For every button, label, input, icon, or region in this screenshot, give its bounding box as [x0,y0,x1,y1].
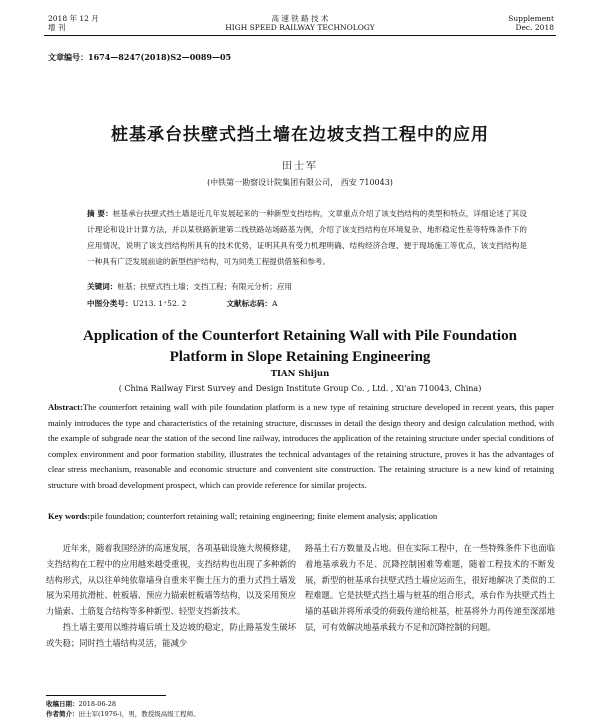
body-left-column [46,541,296,652]
body-paragraph: 路基土石方数量及占地。但在实际工程中，在一些特殊条件下也面临着地基承载力不足、沉降控制困难等难题，随着工程技术的不断发展，新型的桩基承台扶壁式挡土墙应运而生，很好地解决了类似的工程难题。它是扶壁式挡土墙与桩基的组合形式，承台作为扶壁式挡土墙的基础并将所承受的荷载传递给桩基，桩基将外力再传递至深部地层，可有效解决地基承载力不足和沉降控制的问题。 [305,543,555,632]
en-affiliation: ( China Railway First Survey and Design Institute Group Co. , Ltd. , Xi'an 710043, China) [118,384,482,393]
footnote-author [46,709,200,718]
article-number: 文章编号：1674—8247(2018)S2—0089—05 [48,52,232,62]
header-date-en: Dec. 2018 [515,23,554,32]
doc-code-value: A [272,299,278,308]
en-abstract [48,400,554,493]
en-keywords-text: pile foundation; counterfort retaining wall; retaining engineering; finite element analysis; application [90,511,438,521]
header-supplement: Supplement [508,14,554,23]
doc-code-label: 文献标志码： [226,299,273,308]
author-info-label: 作者简介： [46,710,79,718]
received-date: 2018-06-28 [78,700,116,708]
header-rule [44,35,556,36]
en-abstract-text: The counterfort retaining wall with pile foundation platform is a new type of retaining structure developed in recent years, this paper mainly introduces the type and characteristics of the retaining structure, discusses in detail the design theory and design calculation method, with the example of subgrade near the station of the second line railway, introduces the application of the retaining structure under special conditions of complex environment and poor formation stability, illustrates the technical advantages of the retaining structure, proves it has the advantages of clear stress mechanism, reasonable and economic structure and convenient site construction. The retaining structure is a new kind of retaining structure with broad development prospect, which can provide reference for similar projects. [48,402,554,490]
footnote-received [46,699,116,708]
en-keywords [48,511,554,521]
cn-keywords-text: 桩基；扶壁式挡土墙；支挡工程；有限元分析；应用 [117,282,293,291]
received-label: 收稿日期： [46,700,79,708]
en-author: TIAN Shijun [270,369,330,379]
clc-label: 中图分类号： [87,299,133,308]
cn-abstract-text: 桩基承台扶壁式挡土墙是近几年发展起来的一种新型支挡结构，文章重点介绍了该支挡结构的类型和特点，详细论述了其设计理论和设计计算方法，并以某铁路新建第二线铁路站场路基为例，介绍了该支挡结构在环境复杂、地形稳定性差等特殊条件下的应用情况，说明了该支挡结构所具有的技术优势，证明其具有受力机理明确、结构经济合理、便于现场施工等优点，该支挡结构是一种具有广泛发展前途的新型挡护结构，可为同类工程提供借鉴和参考。 [87,209,527,266]
header-date: 2018 年 12 月 [48,14,99,23]
body-paragraph: 近年来，随着我国经济的高速发展，各项基础设施大规模修建，支挡结构在工程中的应用越来越受重视，支挡结构也出现了多种新的结构形式，从以往单纯依靠墙身自重来平衡土压力的重力式挡土墙发展为采用抗滑桩、桩板墙、预应力锚索桩板墙等结构，以及采用预应力锚索、土筋复合结构等多种新型、轻型支挡新技术。 [46,543,296,617]
en-abstract-label: Abstract: [48,402,83,412]
header-right [508,14,554,32]
cn-author: 田士军 [282,161,318,172]
author-info: 田士军(1976-)，男，教授级高级工程师。 [78,710,200,718]
body-right-column [305,541,555,636]
header-issue: 增 刊 [48,23,66,32]
cn-abstract [87,206,527,270]
body-paragraph: 挡土墙主要用以维持墙后填土及边坡的稳定，防止路基发生破坏或失稳；同时挡土墙结构灵活，能减少 [46,621,296,648]
en-title [30,326,570,368]
journal-name-en: HIGH SPEED RAILWAY TECHNOLOGY [225,23,375,32]
cn-abstract-label: 摘 要： [87,209,113,218]
en-keywords-label: Key words: [48,511,91,521]
journal-name-cn: 高 速 铁 路 技 术 [271,14,329,23]
en-title-line1: Application of the Counterfort Retaining Wall with Pile Foundation [83,328,517,344]
cn-classification [87,298,527,309]
cn-title: 桩基承台扶壁式挡土墙在边坡支挡工程中的应用 [111,125,489,145]
cn-keywords [87,281,527,292]
footnote-rule [46,695,166,696]
en-title-line2: Platform in Slope Retaining Engineering [169,349,431,365]
cn-keywords-label: 关键词： [87,282,118,291]
cn-affiliation: (中铁第一勘察设计院集团有限公司， 西安 710043) [207,178,393,187]
clc-value: U213. 1⁺52. 2 [132,299,187,308]
